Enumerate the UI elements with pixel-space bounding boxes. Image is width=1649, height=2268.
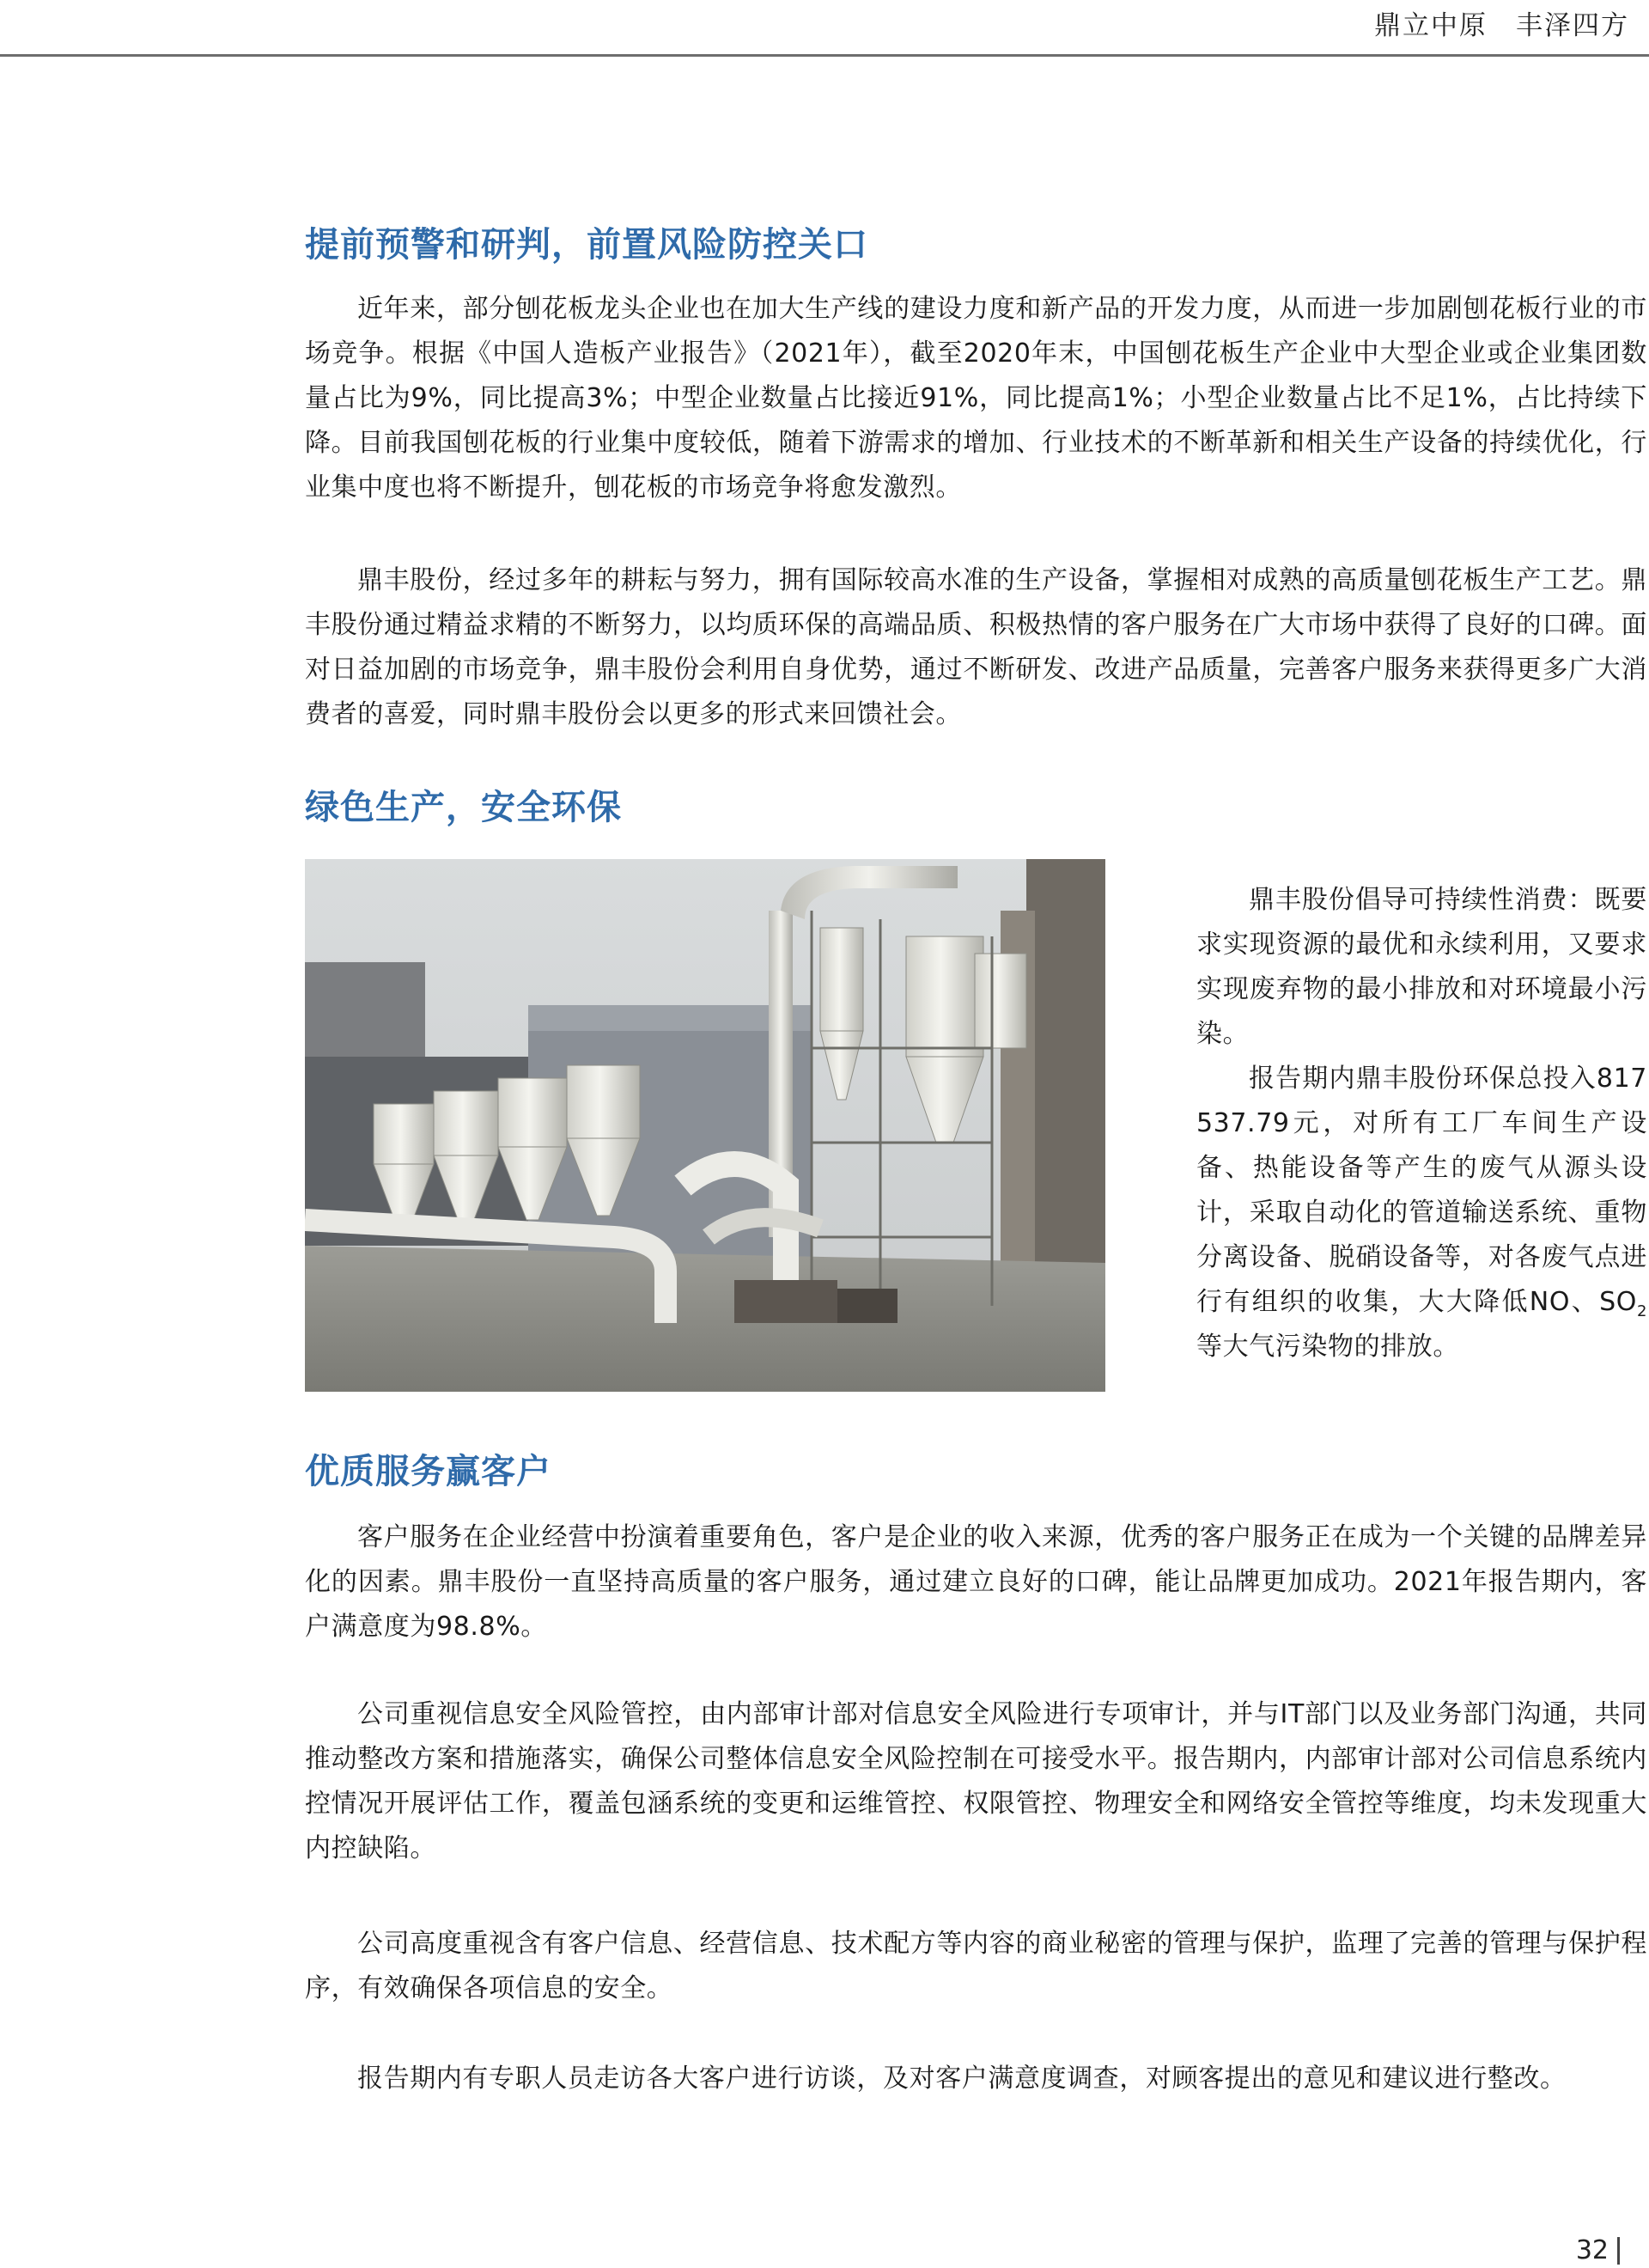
green-paragraph-1: 鼎丰股份倡导可持续性消费：既要求实现资源的最优和永续利用，又要求实现废弃物的最小排放和对环境最小污染。 <box>1196 885 1647 1049</box>
header-slogan: 鼎立中原 丰泽四方 <box>1374 10 1629 41</box>
page-number: 32 <box>1576 2237 1620 2265</box>
service-paragraph-2: 公司重视信息安全风险管控，由内部审计部对信息安全风险进行专项审计，并与IT部门以及业务部门沟通，共同推动整改方案和措施落实，确保公司整体信息安全风险控制在可接受水平。报告期内，内部审计部对公司信息系统内控情况开展评估工作，覆盖包涵系统的变更和运维管控、权限管控、物理安全和网络安全管控等维度，均未发现重大内控缺陷。 <box>305 1699 1647 1863</box>
green-paragraph-2-tail: 等大气污染物的排放。 <box>1196 1332 1459 1362</box>
so2-subscript: 2 <box>1636 1302 1647 1320</box>
header-divider <box>0 54 1649 57</box>
risk-paragraph-1: 近年来，部分刨花板龙头企业也在加大生产线的建设力度和新产品的开发力度，从而进一步加剧刨花板行业的市场竞争。根据《中国人造板产业报告》（2021年），截至2020年末，中国刨花板生产企业中大型企业或企业集团数量占比为9%，同比提高3%；中型企业数量占比接近91%，同比提高1%；小型企业数量占比不足1%，占比持续下降。目前我国刨花板的行业集中度较低，随着下游需求的增加、行业技术的不断革新和相关生产设备的持续优化，行业集中度也将不断提升，刨花板的市场竞争将愈发激烈。 <box>305 294 1647 503</box>
risk-paragraph-2: 鼎丰股份，经过多年的耕耘与努力，拥有国际较高水准的生产设备，掌握相对成熟的高质量刨花板生产工艺。鼎丰股份通过精益求精的不断努力，以均质环保的高端品质、积极热情的客户服务在广大市场中获得了良好的口碑。面对日益加剧的市场竞争，鼎丰股份会利用自身优势，通过不断研发、改进产品质量，完善客户服务来获得更多广大消费者的喜爱，同时鼎丰股份会以更多的形式来回馈社会。 <box>305 565 1647 729</box>
service-paragraph-3: 公司高度重视含有客户信息、经营信息、技术配方等内容的商业秘密的管理与保护，监理了完善的管理与保护程序，有效确保各项信息的安全。 <box>305 1929 1647 2003</box>
service-paragraph-4: 报告期内有专职人员走访各大客户进行访谈，及对客户满意度调查，对顾客提出的意见和建议进行整改。 <box>357 2064 1567 2094</box>
section-heading-service: 优质服务赢客户 <box>305 1452 551 1491</box>
service-paragraph-1: 客户服务在企业经营中扮演着重要角色，客户是企业的收入来源，优秀的客户服务正在成为一个关键的品牌差异化的因素。鼎丰股份一直坚持高质量的客户服务，通过建立良好的口碑，能让品牌更加成功。2021年报告期内，客户满意度为98.8%。 <box>305 1522 1647 1642</box>
section-heading-risk: 提前预警和研判，前置风险防控关口 <box>305 225 868 265</box>
section-heading-green: 绿色生产，安全环保 <box>305 788 622 827</box>
green-paragraph-2 <box>1196 1057 1647 1369</box>
factory-photo <box>305 859 1105 1392</box>
green-paragraph-2-main: 报告期内鼎丰股份环保总投入817 537.79元，对所有工厂车间生产设备、热能设备等产生的废气从源头设计，采取自动化的管道输送系统、重物分离设备、脱硝设备等，对各废气点进行有组织的收集，大大降低NO、SO <box>1196 1064 1647 1317</box>
